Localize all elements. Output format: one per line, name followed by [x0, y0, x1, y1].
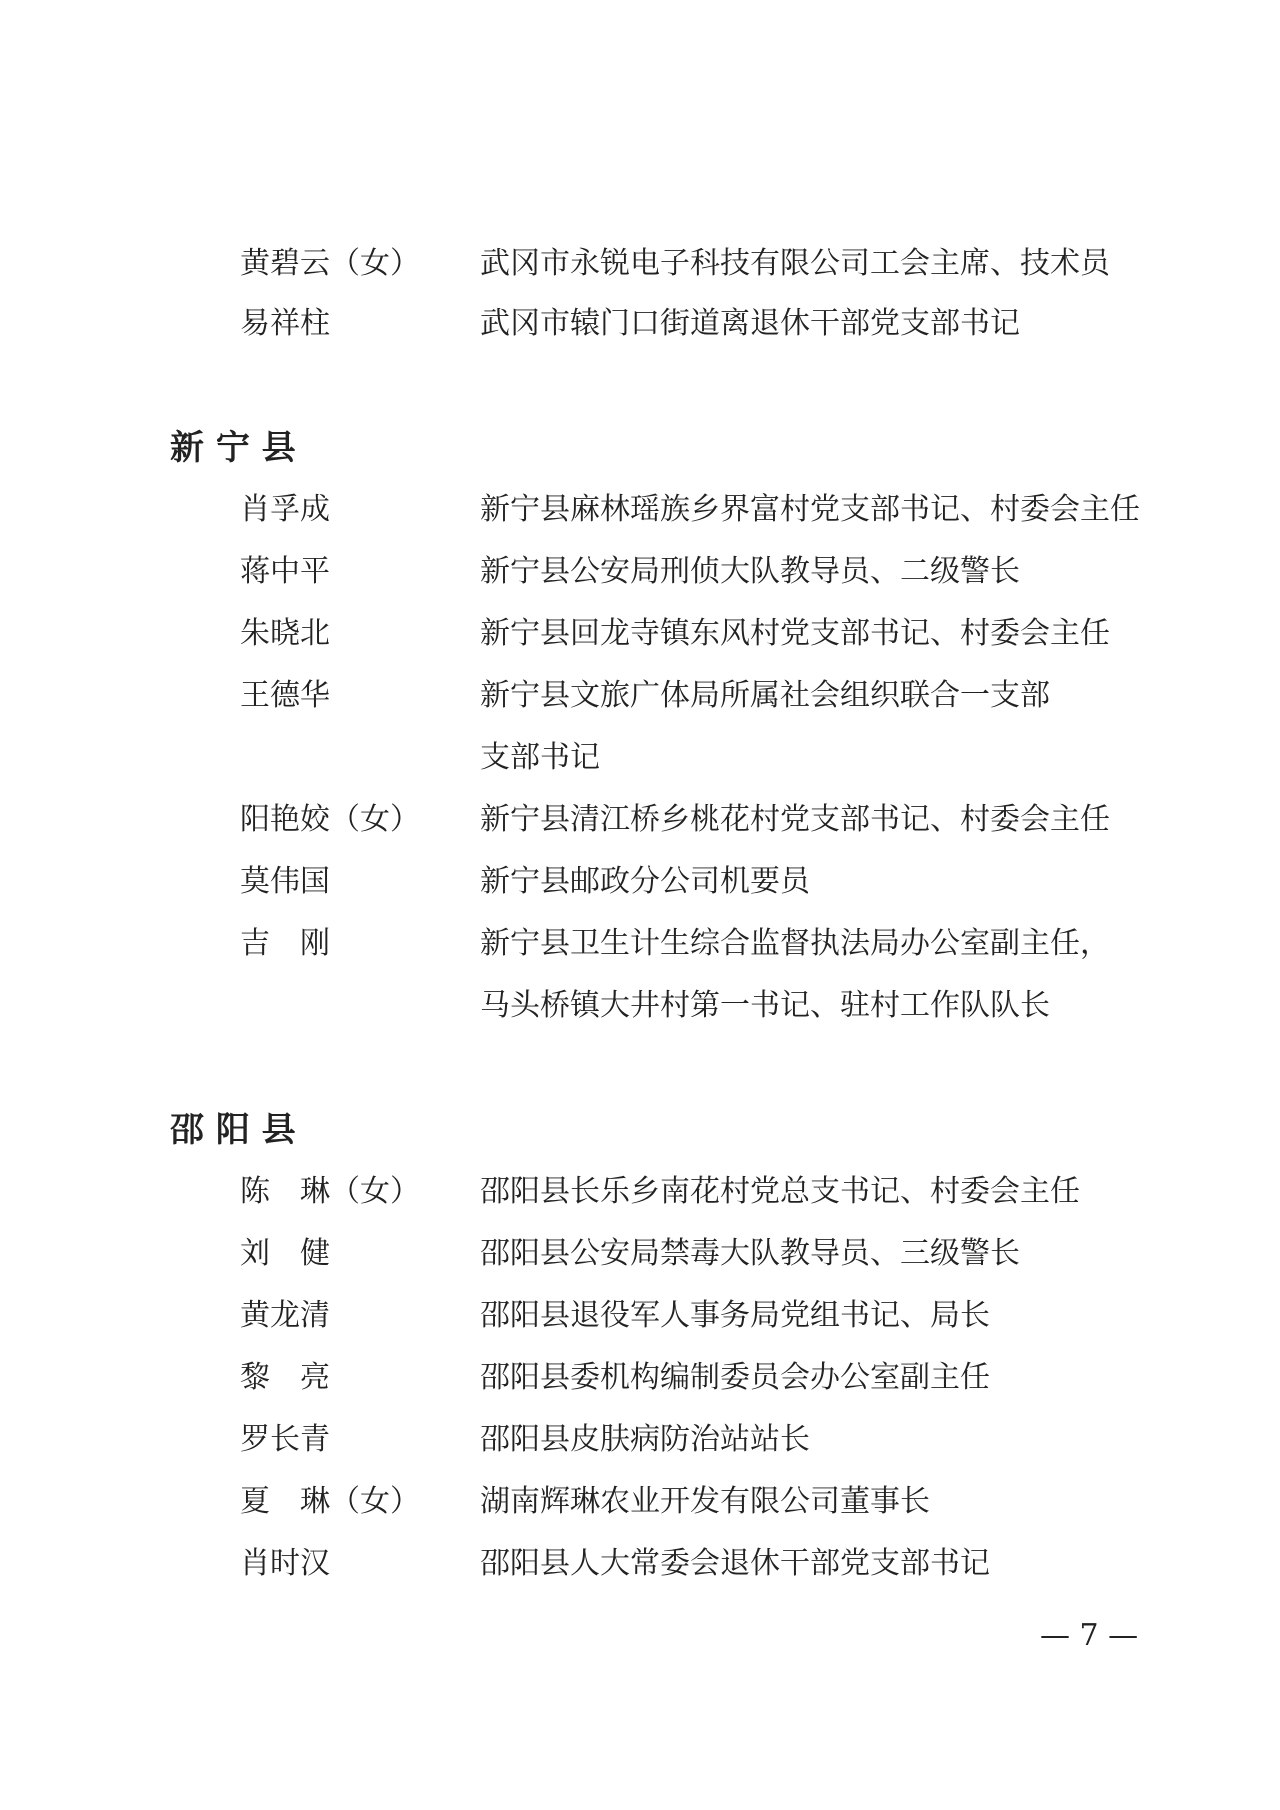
person-title-continued: 支部书记 — [480, 740, 600, 775]
person-title: 武冈市辕门口街道离退休干部党支部书记 — [480, 306, 1020, 341]
person-title: 新宁县回龙寺镇东风村党支部书记、村委会主任 — [480, 616, 1110, 651]
person-name: 陈 琳（女） — [240, 1174, 420, 1209]
person-name: 黄碧云（女） — [240, 246, 420, 281]
person-name: 肖孚成 — [240, 492, 330, 527]
person-name: 黎 亮 — [240, 1360, 330, 1395]
person-title: 邵阳县长乐乡南花村党总支书记、村委会主任 — [480, 1174, 1080, 1209]
person-title: 邵阳县退役军人事务局党组书记、局长 — [480, 1298, 990, 1333]
person-title: 新宁县麻林瑶族乡界富村党支部书记、村委会主任 — [480, 492, 1140, 527]
person-title: 新宁县公安局刑侦大队教导员、二级警长 — [480, 554, 1020, 589]
person-name: 阳艳姣（女） — [240, 802, 420, 837]
page-number: — 7 — — [1040, 1618, 1139, 1653]
person-name: 吉 刚 — [240, 926, 330, 961]
person-title: 邵阳县公安局禁毒大队教导员、三级警长 — [480, 1236, 1020, 1271]
person-title-continued: 马头桥镇大井村第一书记、驻村工作队队长 — [480, 988, 1050, 1023]
person-title: 新宁县清江桥乡桃花村党支部书记、村委会主任 — [480, 802, 1110, 837]
person-name: 蒋中平 — [240, 554, 330, 589]
person-name: 易祥柱 — [240, 306, 330, 341]
person-name: 莫伟国 — [240, 864, 330, 899]
person-name: 肖时汉 — [240, 1546, 330, 1581]
person-title: 湖南辉琳农业开发有限公司董事长 — [480, 1484, 930, 1519]
person-title: 新宁县邮政分公司机要员 — [480, 864, 810, 899]
person-title: 新宁县卫生计生综合监督执法局办公室副主任， — [480, 926, 1110, 961]
person-name: 刘 健 — [240, 1236, 330, 1271]
person-name: 黄龙清 — [240, 1298, 330, 1333]
person-title: 邵阳县皮肤病防治站站长 — [480, 1422, 810, 1457]
person-name: 罗长青 — [240, 1422, 330, 1457]
person-title: 武冈市永锐电子科技有限公司工会主席、技术员 — [480, 246, 1110, 281]
person-name: 王德华 — [240, 678, 330, 713]
person-name: 朱晓北 — [240, 616, 330, 651]
section-heading: 新 宁 县 — [170, 428, 296, 468]
section-heading: 邵 阳 县 — [170, 1110, 296, 1150]
person-title: 邵阳县委机构编制委员会办公室副主任 — [480, 1360, 990, 1395]
person-name: 夏 琳（女） — [240, 1484, 420, 1519]
person-title: 新宁县文旅广体局所属社会组织联合一支部 — [480, 678, 1050, 713]
person-title: 邵阳县人大常委会退休干部党支部书记 — [480, 1546, 990, 1581]
